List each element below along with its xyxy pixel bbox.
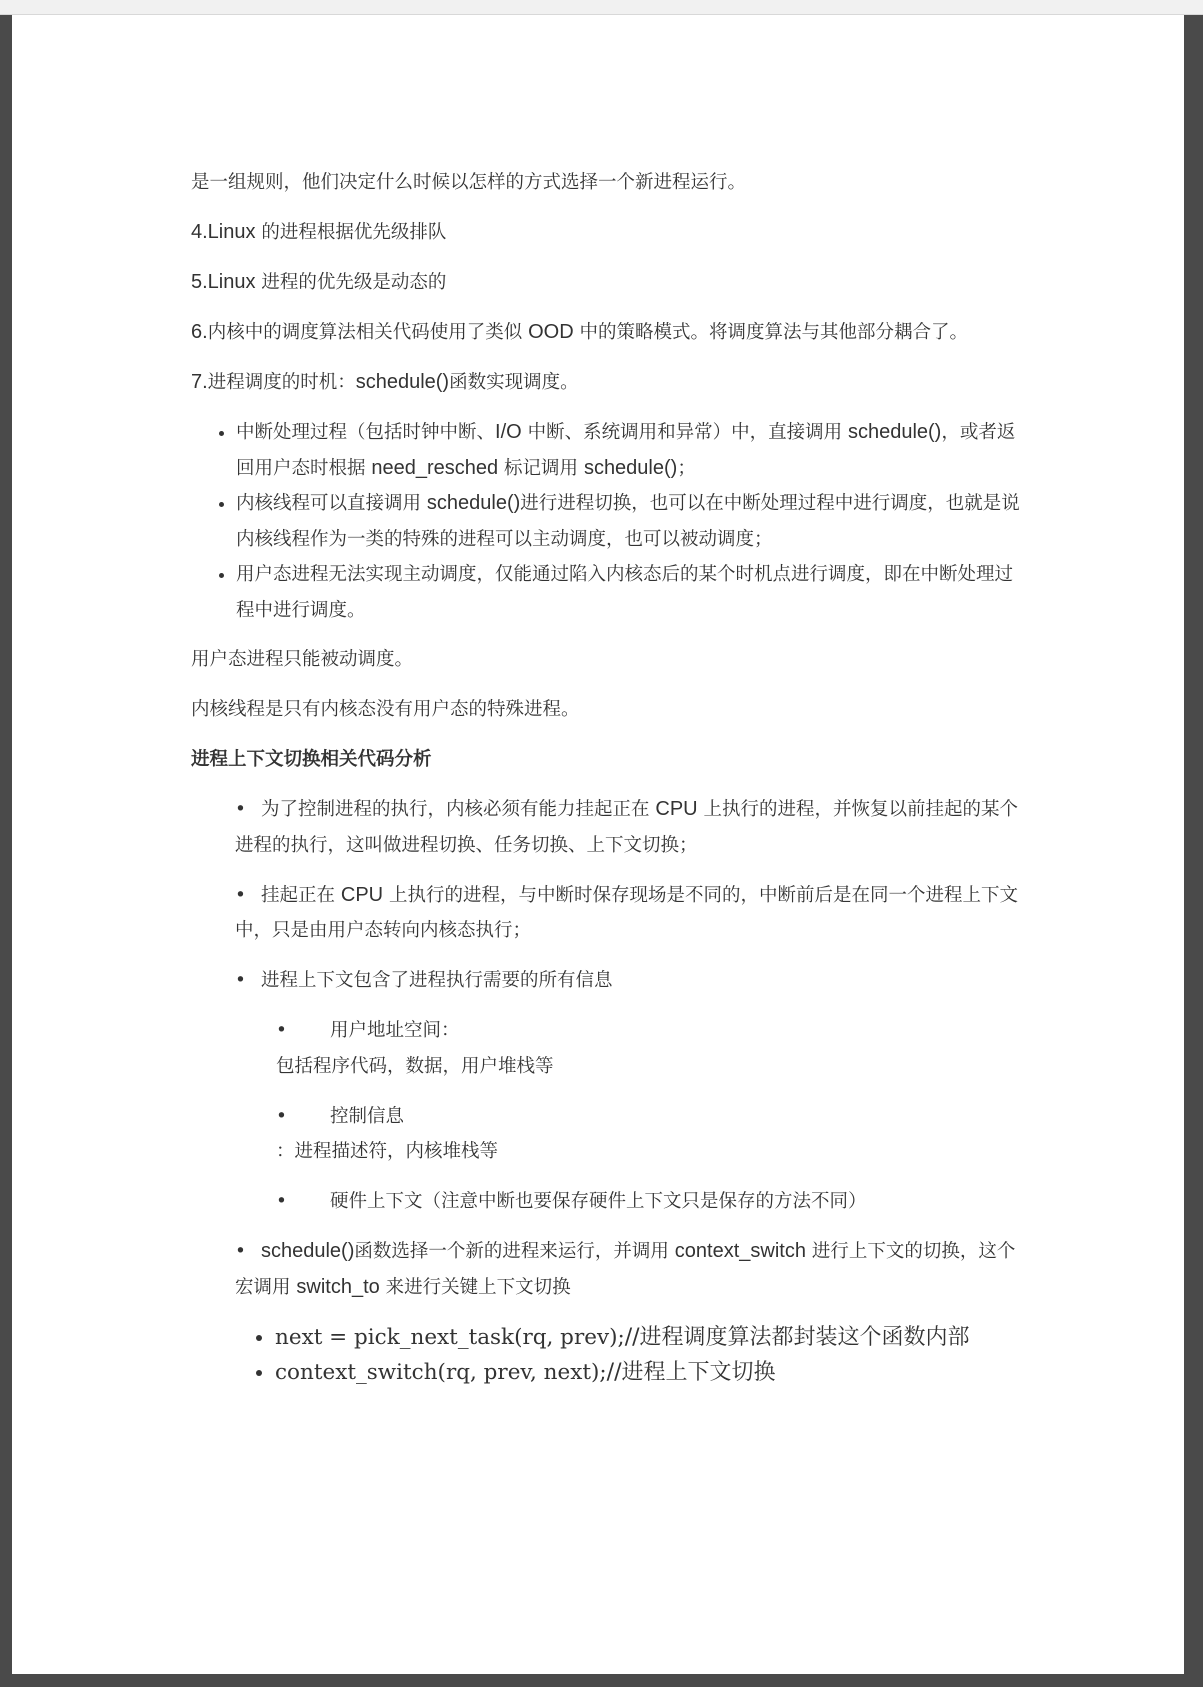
- context-item: [235, 878, 1021, 949]
- code-comment: //进程上下文切换: [606, 1360, 776, 1385]
- viewer-top-strip: [0, 0, 1203, 15]
- bullet-icon: •: [235, 799, 246, 820]
- code-list: [191, 1320, 1021, 1391]
- page-content: [191, 165, 1021, 1391]
- function-name: need_resched: [371, 456, 499, 479]
- sub-item-detail: ：进程描述符，内核堆栈等: [276, 1141, 499, 1162]
- paragraph-4: [191, 215, 1021, 251]
- list-text: 进行上下文的切换，这个宏调用: [235, 1241, 1016, 1298]
- context-sub-item: [276, 1013, 1021, 1084]
- item-number: 7.: [191, 371, 208, 393]
- paragraph-passive: [191, 642, 1021, 678]
- bullet-icon: •: [276, 1191, 287, 1212]
- schedule-item: [235, 1234, 1021, 1305]
- paragraph-6: [191, 315, 1021, 351]
- list-item: [236, 486, 1021, 557]
- list-text: 用户态进程无法实现主动调度，仅能通过陷入内核态后的某个时机点进行调度，即在中断处理过程中进行调度。: [236, 564, 1014, 621]
- bullet-icon: •: [276, 1105, 287, 1127]
- list-text: 进行进程切换，也可以在中断处理过程中进行调度，也就是说内核线程作为一类的特殊的进程可以主动调度，也可以被动调度；: [236, 493, 1020, 550]
- sub-item-title: 硬件上下文（注意中断也要保存硬件上下文只是保存的方法不同）: [330, 1191, 867, 1212]
- list-text: ，或者返回用户态时根据: [236, 422, 1016, 479]
- paragraph-text: 用户态进程只能被动调度。: [191, 649, 414, 670]
- list-text: 中断、系统调用和异常）中，直接调用: [521, 422, 848, 443]
- sub-item-title: 用户地址空间：: [330, 1020, 460, 1041]
- section-heading: 进程上下文切换相关代码分析: [191, 749, 432, 770]
- paragraph-1: [191, 165, 1021, 201]
- bullet-icon: •: [276, 1020, 287, 1041]
- list-text: 内核线程可以直接调用: [236, 493, 427, 514]
- list-item: [236, 557, 1021, 628]
- term-io: I/O: [495, 421, 522, 443]
- list-text: 上执行的进程，并恢复以前挂起的某个进程的执行，这叫做进程切换、任务切换、上下文切换；: [235, 799, 1019, 856]
- list-text: 标记调用: [498, 457, 584, 479]
- term-ood: OOD: [528, 321, 574, 343]
- paragraph-text: 内核线程是只有内核态没有用户态的特殊进程。: [191, 699, 580, 720]
- paragraph-kernel-thread: [191, 692, 1021, 728]
- code-text: context_switch(rq, prev, next);: [275, 1360, 607, 1385]
- function-name: switch_to: [296, 1275, 380, 1298]
- paragraph-text: 进程调度的时机：: [207, 372, 356, 393]
- function-name: context_switch: [674, 1240, 806, 1262]
- context-item: [235, 963, 1021, 999]
- list-text: 进程上下文包含了进程执行需要的所有信息: [261, 970, 613, 991]
- list-text: 来进行关键上下文切换: [379, 1276, 571, 1298]
- code-line: [275, 1355, 1021, 1391]
- code-comment: //进程调度算法都封装这个函数内部: [624, 1324, 970, 1350]
- item-number: 5.Linux: [191, 271, 256, 293]
- paragraph-1-text: 是一组规则，他们决定什么时候以怎样的方式选择一个新进程运行。: [191, 172, 747, 193]
- code-text: next = pick_next_task(rq, prev);: [275, 1324, 625, 1350]
- paragraph-text: 函数实现调度。: [449, 372, 579, 393]
- function-name: schedule(): [426, 492, 521, 514]
- list-text: 挂起正在: [261, 884, 341, 906]
- term-cpu: CPU: [340, 883, 384, 906]
- list-text: 函数选择一个新的进程来运行，并调用: [354, 1241, 675, 1262]
- list-item: [236, 415, 1021, 486]
- paragraph-7: [191, 365, 1021, 401]
- list-text: ；: [677, 457, 696, 479]
- code-line: [275, 1320, 1021, 1356]
- bullet-icon: •: [235, 970, 246, 991]
- bullet-icon: •: [235, 1241, 246, 1262]
- term-cpu: CPU: [655, 798, 698, 820]
- paragraph-text: 进程的优先级是动态的: [255, 272, 447, 293]
- scheduling-timing-list: [191, 415, 1021, 628]
- bullet-icon: •: [235, 884, 246, 906]
- sub-item-title: 控制信息: [330, 1105, 405, 1127]
- context-sub-item: [276, 1184, 1021, 1220]
- function-name: schedule(): [583, 456, 678, 479]
- function-name: schedule(): [355, 371, 450, 393]
- context-item: [235, 792, 1021, 863]
- list-text: 上执行的进程，与中断时保存现场是不同的，中断前后是在同一个进程上下文中，只是由用户态转向内核态执行；: [235, 884, 1019, 941]
- sub-item-detail: 包括程序代码，数据，用户堆栈等: [276, 1055, 554, 1077]
- list-text: 中断处理过程（包括时钟中断、: [236, 422, 496, 443]
- context-sub-item: [276, 1099, 1021, 1170]
- paragraph-5: [191, 265, 1021, 301]
- paragraph-text: 内核中的调度算法相关代码使用了类似: [207, 322, 529, 343]
- item-number: 6.: [191, 321, 208, 343]
- function-name: schedule(): [261, 1240, 355, 1262]
- function-name: schedule(): [847, 421, 942, 443]
- paragraph-text: 中的策略模式。将调度算法与其他部分耦合了。: [573, 322, 969, 343]
- paragraph-text: 的进程根据优先级排队: [255, 222, 447, 243]
- item-number: 4.Linux: [191, 221, 256, 243]
- document-page: [12, 15, 1184, 1674]
- list-text: 为了控制进程的执行，内核必须有能力挂起正在: [261, 799, 656, 820]
